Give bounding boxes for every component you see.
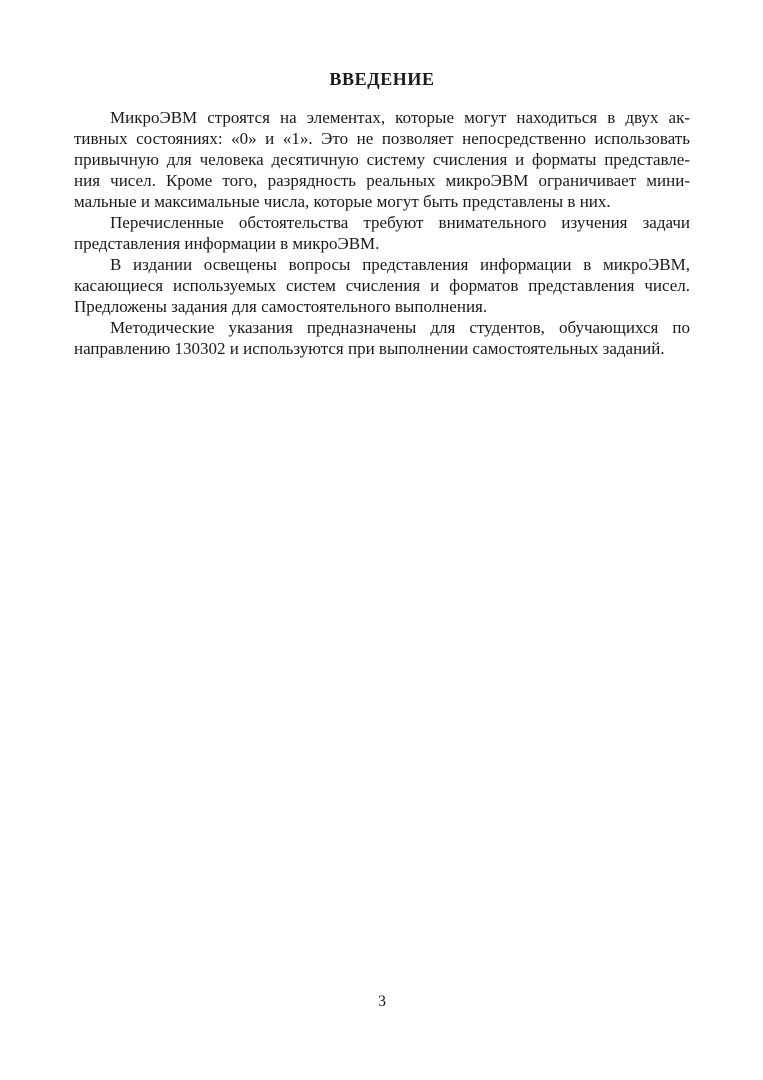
paragraph-3 [74, 254, 690, 317]
text-line: Перечисленные обстоятельства требуют внимательного изучения задачи [110, 213, 690, 232]
text-line: касающиеся используемых систем счисления и форматов представления чисел. [74, 276, 690, 295]
text-line: В издании освещены вопросы представления информации в микроЭВМ, [110, 255, 690, 274]
paragraph-2 [74, 212, 690, 254]
body-text [74, 107, 690, 359]
page-title: ВВЕДЕНИЕ [329, 69, 435, 89]
text-line: представления информации в микроЭВМ. [74, 234, 380, 253]
page-number: 3 [378, 993, 386, 1010]
text-line: МикроЭВМ строятся на элементах, которые могут находиться в двух ак- [110, 108, 690, 127]
text-line: Методические указания предназначены для студентов, обучающихся по [110, 318, 690, 337]
text-line: тивных состояниях: «0» и «1». Это не позволяет непосредственно использовать [74, 129, 690, 148]
text-line: мальные и максимальные числа, которые могут быть представлены в них. [74, 192, 611, 211]
text-line: направлению 130302 и используются при выполнении самостоятельных заданий. [74, 339, 665, 358]
text-line: привычную для человека десятичную систему счисления и форматы представле- [74, 150, 690, 169]
text-line: Предложены задания для самостоятельного выполнения. [74, 297, 488, 316]
paragraph-1 [74, 107, 690, 212]
text-line: ния чисел. Кроме того, разрядность реальных микроЭВМ ограничивает мини- [74, 171, 690, 190]
paragraph-4 [74, 317, 690, 359]
